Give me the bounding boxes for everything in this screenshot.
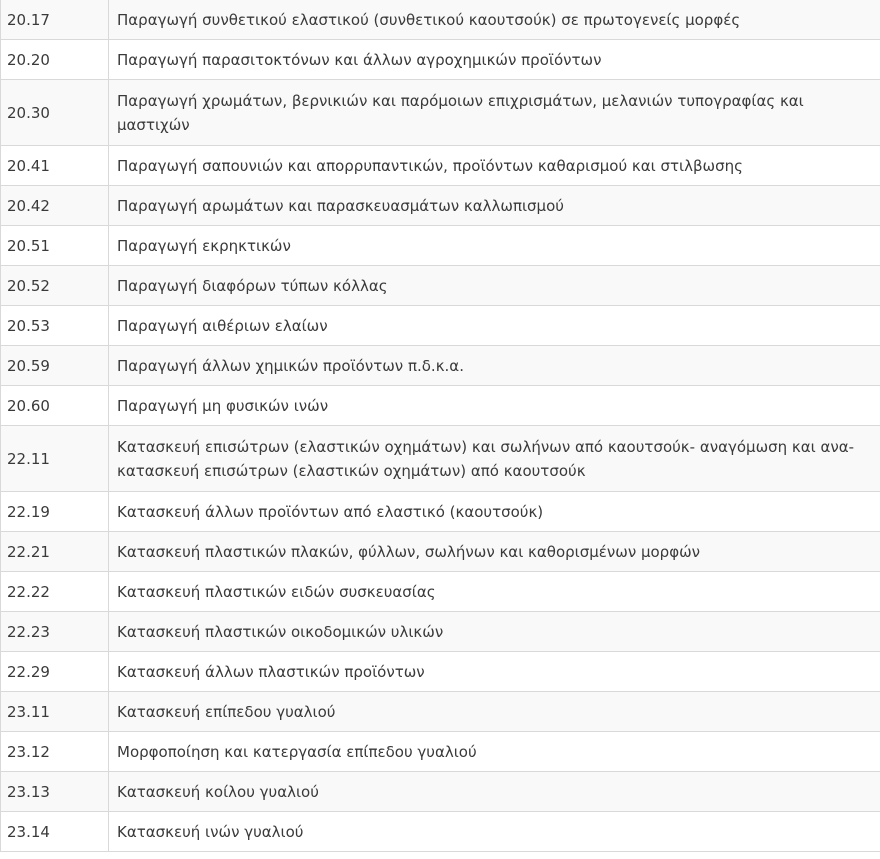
- code-cell: 20.41: [1, 146, 109, 186]
- table-row: [1, 612, 880, 652]
- table-row: [1, 772, 880, 812]
- code-cell: 20.59: [1, 346, 109, 386]
- description-cell: Παραγωγή εκρηκτικών: [109, 226, 880, 266]
- description-cell: Παραγωγή χρωμάτων, βερνικιών και παρόμοιων επιχρισμάτων, μελανιών τυπογραφίας και μαστιχών: [109, 80, 880, 146]
- code-cell: 20.17: [1, 0, 109, 40]
- table-row: [1, 386, 880, 426]
- table-body: [1, 0, 880, 852]
- code-cell: 23.13: [1, 772, 109, 812]
- code-cell: 22.29: [1, 652, 109, 692]
- code-cell: 23.11: [1, 692, 109, 732]
- table-row: [1, 80, 880, 146]
- description-cell: Κατασκευή επισώτρων (ελαστικών οχημάτων) και σωλήνων από καουτσούκ- αναγόμωση και ανα-κατασκευή επισώτρων (ελαστικών οχημάτων) από καουτσούκ: [109, 426, 880, 492]
- description-cell: Κατασκευή κοίλου γυαλιού: [109, 772, 880, 812]
- table-row: [1, 532, 880, 572]
- description-cell: Παραγωγή αρωμάτων και παρασκευασμάτων καλλωπισμού: [109, 186, 880, 226]
- table-row: [1, 692, 880, 732]
- code-cell: 22.23: [1, 612, 109, 652]
- description-cell: Παραγωγή σαπουνιών και απορρυπαντικών, προϊόντων καθαρισμού και στιλβωσης: [109, 146, 880, 186]
- description-cell: Κατασκευή πλαστικών οικοδομικών υλικών: [109, 612, 880, 652]
- description-cell: Παραγωγή συνθετικού ελαστικού (συνθετικού καουτσούκ) σε πρωτογενείς μορφές: [109, 0, 880, 40]
- description-cell: Κατασκευή άλλων προϊόντων από ελαστικό (καουτσούκ): [109, 492, 880, 532]
- description-cell: Μορφοποίηση και κατεργασία επίπεδου γυαλιού: [109, 732, 880, 772]
- code-cell: 20.42: [1, 186, 109, 226]
- description-cell: Κατασκευή πλαστικών πλακών, φύλλων, σωλήνων και καθορισμένων μορφών: [109, 532, 880, 572]
- description-cell: Παραγωγή άλλων χημικών προϊόντων π.δ.κ.α.: [109, 346, 880, 386]
- code-cell: 23.12: [1, 732, 109, 772]
- code-cell: 20.52: [1, 266, 109, 306]
- table-row: [1, 306, 880, 346]
- code-cell: 22.21: [1, 532, 109, 572]
- description-cell: Κατασκευή επίπεδου γυαλιού: [109, 692, 880, 732]
- table-row: [1, 266, 880, 306]
- code-cell: 20.60: [1, 386, 109, 426]
- code-cell: 20.20: [1, 40, 109, 80]
- table-row: [1, 732, 880, 772]
- code-cell: 22.19: [1, 492, 109, 532]
- table-row: [1, 186, 880, 226]
- description-cell: Παραγωγή διαφόρων τύπων κόλλας: [109, 266, 880, 306]
- table-row: [1, 0, 880, 40]
- description-cell: Παραγωγή αιθέριων ελαίων: [109, 306, 880, 346]
- table-row: [1, 572, 880, 612]
- table-row: [1, 492, 880, 532]
- table-row: [1, 40, 880, 80]
- description-cell: Κατασκευή πλαστικών ειδών συσκευασίας: [109, 572, 880, 612]
- table-row: [1, 812, 880, 852]
- description-cell: Κατασκευή άλλων πλαστικών προϊόντων: [109, 652, 880, 692]
- code-cell: 22.22: [1, 572, 109, 612]
- description-cell: Κατασκευή ινών γυαλιού: [109, 812, 880, 852]
- table-row: [1, 226, 880, 266]
- table-row: [1, 652, 880, 692]
- description-cell: Παραγωγή παρασιτοκτόνων και άλλων αγροχημικών προϊόντων: [109, 40, 880, 80]
- code-cell: 20.53: [1, 306, 109, 346]
- table-row: [1, 146, 880, 186]
- code-cell: 20.30: [1, 80, 109, 146]
- code-cell: 22.11: [1, 426, 109, 492]
- description-cell: Παραγωγή μη φυσικών ινών: [109, 386, 880, 426]
- table-row: [1, 426, 880, 492]
- table-row: [1, 346, 880, 386]
- code-cell: 20.51: [1, 226, 109, 266]
- code-cell: 23.14: [1, 812, 109, 852]
